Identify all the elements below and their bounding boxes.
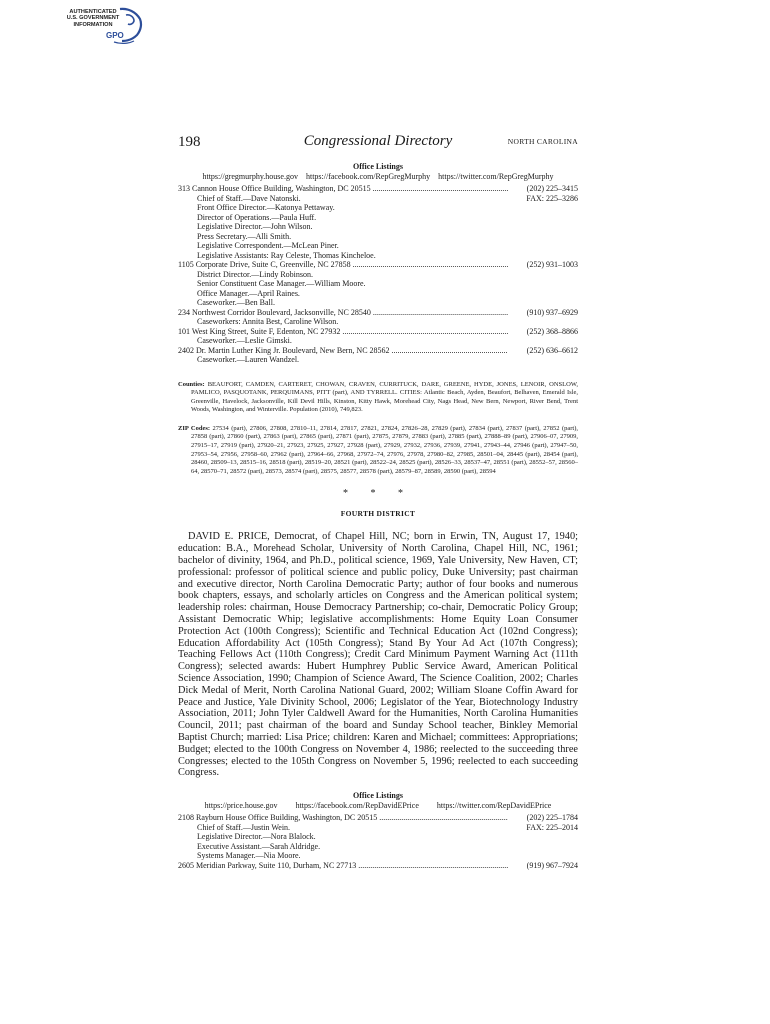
staff-line: Chief of Staff.—Justin Wein.	[197, 822, 291, 832]
staff-line: Front Office Director.—Katonya Pettaway.	[197, 203, 335, 212]
facebook-link[interactable]: https://facebook.com/RepGregMurphy	[305, 172, 431, 181]
page-title: Congressional Directory	[303, 133, 453, 149]
zip-codes-label: ZIP Codes:	[178, 424, 211, 432]
web-links	[178, 801, 578, 810]
office-phone: (252) 368–8866	[526, 326, 578, 336]
office-address: 2605 Meridian Parkway, Suite 110, Durham, NC 27713 .....	[178, 861, 508, 871]
office-address: 2108 Rayburn House Office Building, Washington, DC 20515 .....	[178, 813, 508, 823]
gpo-authentication-seal	[62, 6, 146, 46]
staff-line: Caseworker.—Leslie Gimski.	[197, 336, 292, 345]
facebook-link[interactable]: https://facebook.com/RepDavidEPrice	[295, 801, 419, 811]
state-label: NORTH CAROLINA	[507, 137, 578, 146]
staff-line: Executive Assistant.—Sarah Aldridge.	[197, 841, 321, 851]
web-links	[178, 172, 578, 181]
seal-text	[62, 9, 124, 28]
staff-line: Systems Manager.—Nia Moore.	[197, 851, 301, 861]
staff-line: Senior Constituent Case Manager.—William Moore.	[197, 279, 366, 288]
office-fax: FAX: 225–2014	[526, 822, 578, 832]
office-entry	[178, 260, 578, 308]
office-entry	[178, 346, 578, 365]
office-phone: (202) 225–3415 FAX: 225–3286	[526, 184, 578, 203]
staff-line: Legislative Correspondent.—McLean Piner.	[197, 241, 339, 250]
office-listings-section	[178, 162, 578, 365]
office-entry	[178, 327, 578, 346]
twitter-link[interactable]: https://twitter.com/RepGregMurphy	[438, 172, 554, 181]
staff-line: Press Secretary.—Alli Smith.	[197, 231, 292, 241]
office-listings-heading: Office Listings	[353, 162, 403, 171]
running-header	[178, 133, 578, 153]
office-entry	[178, 861, 578, 871]
office-address: 1105 Corporate Drive, Suite C, Greenville, NC 27858 .....	[178, 260, 508, 270]
page-number: 198	[178, 134, 201, 150]
office-address: 2402 Dr. Martin Luther King Jr. Boulevard, New Bern, NC 28562 .....	[178, 346, 508, 356]
office-phone: (919) 967–7924	[526, 860, 578, 870]
directory-page	[178, 133, 578, 870]
staff-line: Legislative Director.—John Wilson.	[197, 222, 313, 231]
zip-codes-text: 27534 (part), 27806, 27808, 27810–11, 27814, 27817, 27821, 27824, 27826–28, 27829 (part), 27834 (part), 27837 (part), 27852 (part), 27858 (part), 27860 (part), 27863 (part), 27865 (part), 27871 (part), 27875, 27879, 27883 (part), 27885 (part), 27888–89 (part), 27906–07, 27909, 27915–17, 27919 (part), 27920–21, 27923, 27925, 27927, 27928 (part), 27929, 27932, 27936, 27939, 27941, 27943–44, 27946 (part), 27947–50, 27953–54, 27956, 27958–60, 27962 (part), 27964–66, 27968, 27972–74, 27976, 27978, 27980–82, 27985, 28501–04, 28445 (part), 28454 (part), 28460, 28509–13, 28515–16, 28518 (part), 28519–20, 28521 (part), 28522–24, 28525 (part), 28526–33, 28537–47, 28551 (part), 28552–57, 28560–64, 28570–71, 28572 (part), 28573, 28574 (part), 28575, 28577, 28578 (part), 28579–87, 28589, 28590 (part), 28594	[191, 424, 578, 475]
staff-line: Office Manager.—April Raines.	[197, 288, 300, 298]
staff-line: Caseworker.—Lauren Wandzel.	[197, 355, 300, 364]
office-phone: (252) 636–6612	[526, 345, 578, 355]
member-biography	[178, 531, 578, 779]
biography-text: , Democrat, of Chapel Hill, NC; born in Erwin, TN, August 17, 1940; education: B.A., Morehead Scholar, University of North Carolina, Chapel Hill, NC, 1961; bachelor of divinity, 1964, and Ph.D., political science, 1969, Yale University, New Haven, CT; professional: professor of political science and public policy, Duke University; past chairman and executive director, North Carolina Democratic Party; author of four books and numerous book chapters, essays, and scholarly articles on Congress and the American political system; leadership roles: chairman, House Democracy Partnership; co-chair, Democratic Policy Group; Assistant Democratic Whip; legislative accomplishments: Home Equity Loan Consumer Protection Act (100th Congress); Scientific and Technical Education Act (102nd Congress); Education Affordability Act (105th Congress); Stand By Your Ad Act (107th Congress); Teaching Fellows Act (110th Congress); Credit Card Minimum Payment Warning Act (111th Congress); selected awards: Hubert Humphrey Public Service Award, American Political Science Association, 1990; Champion of Science Award, The Science Coalition, 2002; Charles Dick Medal of Merit, North Carolina National Guard, 2002; William Sloane Coffin Award for Peace and Justice, Yale Divinity School, 2006; Legislator of the Year, Biotechnology Industry Association, 2011; John Tyler Caldwell Award for the Humanities, North Carolina Humanities Council, 2011; past chairman of the board and Sunday School teacher, Binkley Memorial Baptist Church; married: Lisa Price; children: Karen and Michael; committees: Appropriations; Budget; elected to the 100th Congress on November 4, 1986; reelected to the succeeding three Congresses; elected to the 105th Congress on November 5, 1996; reelected to each succeeding Congress.	[178, 531, 578, 779]
counties-paragraph	[178, 381, 578, 415]
office-address: 313 Cannon House Office Building, Washington, DC 20515 .....	[178, 184, 508, 194]
staff-line: Director of Operations.—Paula Huff.	[197, 212, 317, 222]
website-link[interactable]: https://price.house.gov	[204, 801, 278, 811]
office-listings-section	[178, 791, 578, 870]
office-phone: (252) 931–1003	[526, 260, 578, 269]
office-entry	[178, 184, 578, 260]
seal-line: U.S. GOVERNMENT	[66, 15, 120, 22]
office-fax: FAX: 225–3286	[526, 193, 578, 203]
office-address: 234 Northwest Corridor Boulevard, Jacksonville, NC 28540 .....	[178, 308, 508, 318]
gpo-logo-text: GPO	[106, 31, 124, 40]
seal-line: INFORMATION	[73, 21, 113, 28]
website-link[interactable]: https://gregmurphy.house.gov	[202, 172, 298, 181]
office-listings-heading: Office Listings	[353, 791, 403, 801]
staff-line: Legislative Director.—Nora Blalock.	[197, 832, 316, 842]
office-phone: (910) 937–6929	[526, 307, 578, 317]
office-phone: (202) 225–1784 FAX: 225–2014	[526, 813, 578, 832]
counties-text: BEAUFORT, CAMDEN, CARTERET, CHOWAN, CRAVEN, CURRITUCK, DARE, GREENE, HYDE, JONES, LENOIR, ONSLOW, PAMLICO, PASQUOTANK, PERQUIMANS, PITT (part), AND TYRRELL. CITIES: Atlantic Beach, Ayden, Beaufort, Belhaven, Emerald Isle, Greenville, Havelock, Jacksonville, Kill Devil Hills, Kinston, Kitty Hawk, Morehead City, Nags Head, New Bern, Newport, River Bend, Trent Woods, Washington, and Winterville. Population (2010), 749,823.	[191, 380, 578, 414]
counties-label: Counties:	[178, 380, 205, 388]
twitter-link[interactable]: https://twitter.com/RepDavidEPrice	[436, 801, 552, 811]
staff-line: Caseworkers: Annita Best, Caroline Wilson.	[197, 317, 339, 326]
staff-line: Caseworker.—Ben Ball.	[197, 298, 275, 307]
section-separator: * * *	[343, 488, 413, 500]
district-heading: FOURTH DISTRICT	[340, 509, 416, 519]
office-entry	[178, 813, 578, 861]
office-address: 101 West King Street, Suite F, Edenton, NC 27932 .....	[178, 327, 508, 337]
office-entry	[178, 308, 578, 327]
staff-line: Legislative Assistants: Ray Celeste, Thomas Kincheloe.	[197, 250, 376, 260]
staff-line: Chief of Staff.—Dave Natonski.	[197, 193, 301, 203]
zip-codes-paragraph	[178, 425, 578, 477]
staff-line: District Director.—Lindy Robinson.	[197, 269, 313, 279]
seal-line: AUTHENTICATED	[69, 9, 117, 15]
member-name: DAVID E. PRICE	[188, 531, 268, 543]
